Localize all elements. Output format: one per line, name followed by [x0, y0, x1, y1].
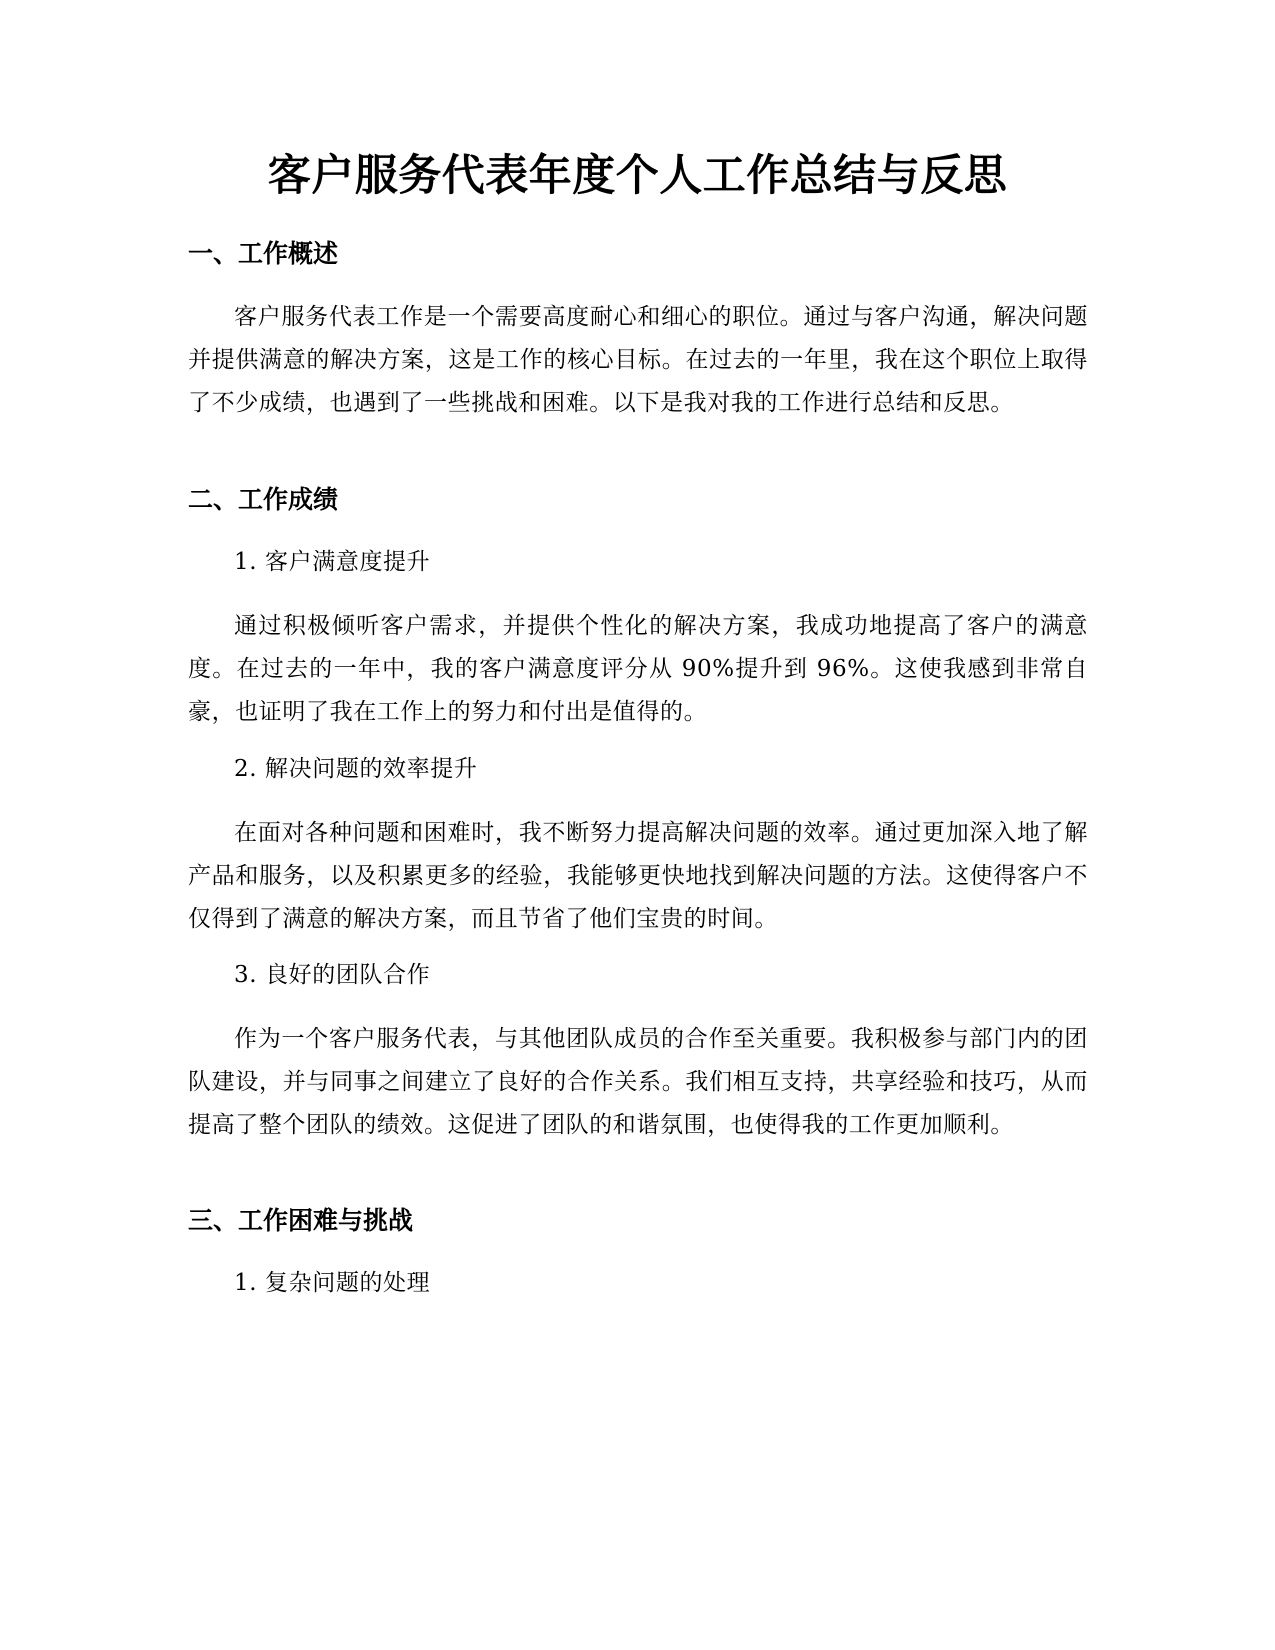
section-heading-challenges: 三、工作困难与挑战 [188, 1206, 414, 1235]
achievement-paragraph-2: 在面对各种问题和困难时，我不断努力提高解决问题的效率。通过更加深入地了解产品和服务，以及积累更多的经验，我能够更快地找到解决问题的方法。这使得客户不仅得到了满意的解决方案，而且节省了他们宝贵的时间。 [188, 820, 1088, 932]
challenge-item-title-1: 1. 复杂问题的处理 [234, 1270, 431, 1296]
achievement-item-title-2: 2. 解决问题的效率提升 [234, 756, 478, 782]
achievement-item-title-1: 1. 客户满意度提升 [234, 549, 431, 575]
achievement-item-title-3: 3. 良好的团队合作 [234, 962, 431, 988]
document-title: 客户服务代表年度个人工作总结与反思 [267, 151, 1008, 201]
section-heading-overview: 一、工作概述 [188, 239, 339, 268]
achievement-paragraph-3: 作为一个客户服务代表，与其他团队成员的合作至关重要。我积极参与部门内的团队建设，并与同事之间建立了良好的合作关系。我们相互支持，共享经验和技巧，从而提高了整个团队的绩效。这促进了团队的和谐氛围，也使得我的工作更加顺利。 [188, 1026, 1088, 1138]
overview-paragraph: 客户服务代表工作是一个需要高度耐心和细心的职位。通过与客户沟通，解决问题并提供满意的解决方案，这是工作的核心目标。在过去的一年里，我在这个职位上取得了不少成绩，也遇到了一些挑战和困难。以下是我对我的工作进行总结和反思。 [188, 304, 1088, 416]
section-heading-achievements: 二、工作成绩 [188, 485, 339, 514]
achievement-paragraph-1: 通过积极倾听客户需求，并提供个性化的解决方案，我成功地提高了客户的满意度。在过去的一年中，我的客户满意度评分从 90%提升到 96%。这使我感到非常自豪，也证明了我在工作上的努力和付出是值得的。 [188, 613, 1088, 725]
